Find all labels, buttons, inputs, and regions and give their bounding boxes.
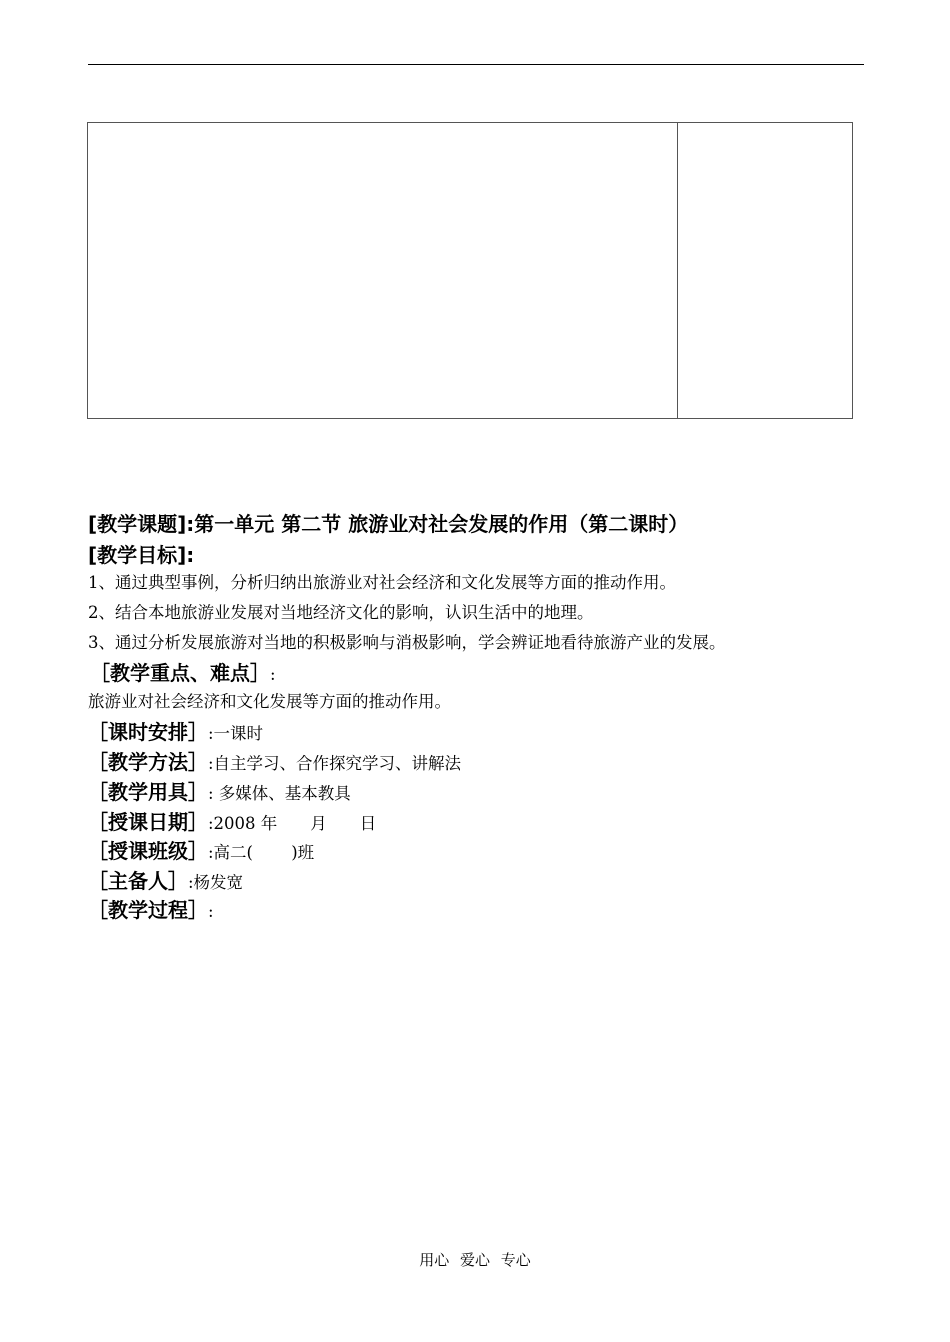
field-value: :: [208, 902, 214, 921]
field-value: :杨发宽: [188, 873, 244, 892]
field-row: [88, 871, 243, 892]
field-label: ［授课班级］: [88, 839, 208, 863]
objective-item: 2、结合本地旅游业发展对当地经济文化的影响，认识生活中的地理。: [88, 603, 594, 622]
field-row: [88, 782, 351, 803]
field-value: :自主学习、合作探究学习、讲解法: [208, 754, 462, 773]
field-label: ［教学方法］: [88, 750, 208, 774]
field-label: ［教学过程］: [88, 898, 208, 922]
field-row: [88, 841, 314, 862]
keypoints-colon: :: [270, 665, 276, 684]
lesson-title: [88, 514, 688, 534]
lesson-title-value: 第一单元 第二节 旅游业对社会发展的作用（第二课时）: [194, 512, 689, 536]
keypoints-heading: [90, 663, 276, 684]
field-label: ［主备人］: [88, 869, 188, 893]
field-label: ［教学用具］: [88, 780, 208, 804]
field-row: [88, 900, 214, 921]
field-row: [88, 752, 461, 773]
objective-item: 1、通过典型事例，分析归纳出旅游业对社会经济和文化发展等方面的推动作用。: [88, 573, 676, 592]
objectives-heading: [教学目标]:: [88, 543, 195, 567]
field-value: :2008 年 月 日: [208, 814, 377, 833]
field-row: [88, 812, 376, 833]
field-value: : 多媒体、基本教具: [208, 784, 351, 803]
keypoints-value: 旅游业对社会经济和文化发展等方面的推动作用。: [88, 692, 451, 711]
empty-table: [87, 122, 853, 419]
field-value: :一课时: [208, 724, 264, 743]
keypoints-label: ［教学重点、难点］: [90, 661, 270, 685]
field-label: ［课时安排］: [88, 720, 208, 744]
objective-item: 3、通过分析发展旅游对当地的积极影响与消极影响，学会辨证地看待旅游产业的发展。: [88, 633, 726, 652]
field-row: [88, 722, 263, 743]
field-value: :高二( )班: [208, 843, 315, 862]
lesson-title-label: [教学课题]:: [88, 512, 195, 536]
field-label: ［授课日期］: [88, 810, 208, 834]
table-column-divider: [677, 123, 678, 418]
header-rule: [88, 64, 864, 65]
page-footer: 用心 爱心 专心: [419, 1251, 531, 1269]
